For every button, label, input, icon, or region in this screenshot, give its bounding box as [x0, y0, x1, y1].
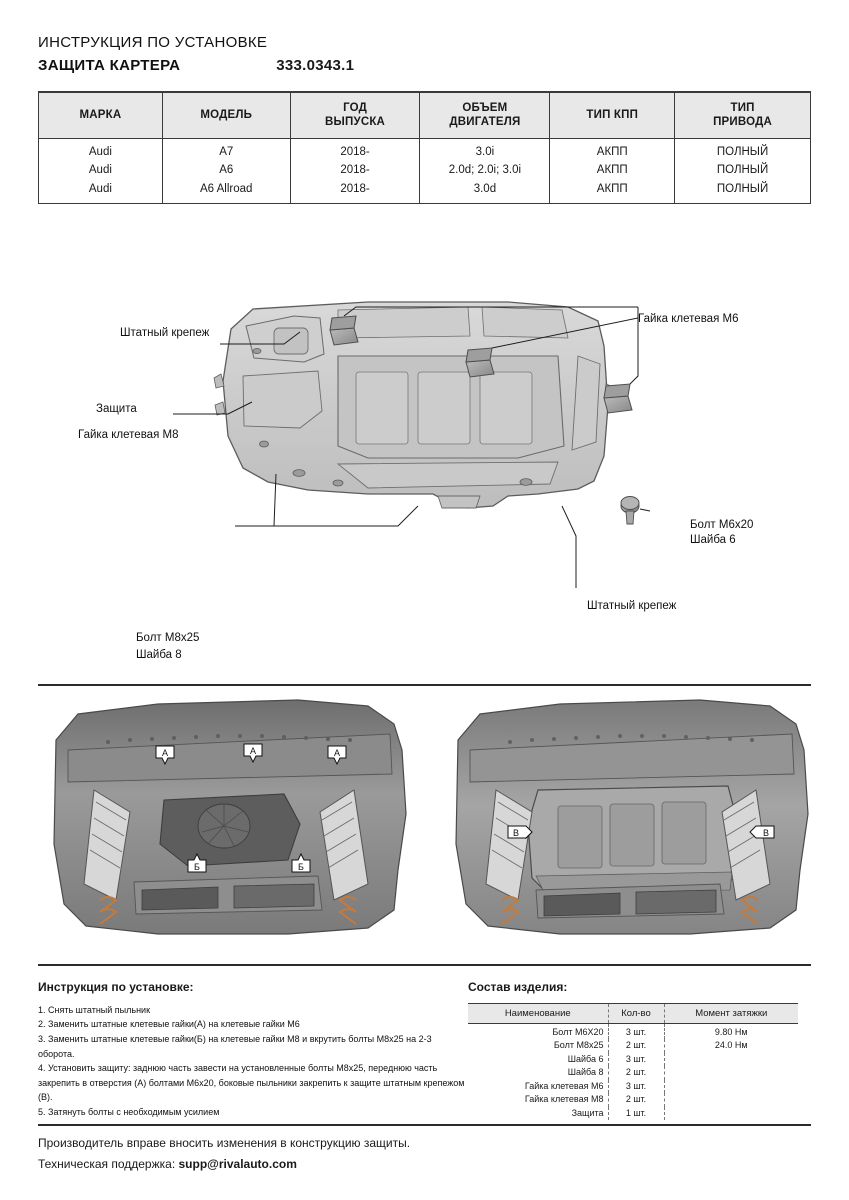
label-protection: Защита [96, 402, 137, 415]
footer-support [38, 1153, 811, 1174]
part-torque [664, 1053, 798, 1067]
cell-drive: ПОЛНЫЙ [675, 161, 811, 180]
parts-row [468, 1023, 798, 1039]
header-subtitle-row [38, 57, 811, 74]
cell-model: A6 [162, 161, 290, 180]
column-header-model: МОДЕЛЬ [162, 92, 290, 138]
label-standard-fastener-bottom: Штатный крепеж [587, 599, 677, 612]
cell-model: A6 Allroad [162, 180, 290, 203]
label-clinch-nut-m8: Гайка клетевая M8 [78, 428, 179, 441]
cell-year: 2018- [290, 161, 420, 180]
part-qty: 2 шт. [608, 1039, 664, 1053]
cell-year: 2018- [290, 138, 420, 161]
skid-plate-body [214, 302, 616, 508]
clinch-nut-m6-part [330, 316, 358, 345]
part-torque [664, 1080, 798, 1094]
specification-table [38, 91, 811, 204]
cell-brand: Audi [39, 138, 163, 161]
specification-table-wrapper [38, 91, 811, 204]
part-qty: 2 шт. [608, 1093, 664, 1107]
document-header [38, 0, 811, 74]
installation-instructions-block [38, 980, 468, 1121]
page-title: ИНСТРУКЦИЯ ПО УСТАНОВКЕ [38, 34, 268, 51]
label-clinch-nut-m6: Гайка клетевая M6 [638, 312, 739, 325]
column-header-year: ГОД ВЫПУСКА [290, 92, 420, 138]
part-name: Болт M8x25 [553, 1040, 604, 1051]
svg-text:A: A [249, 745, 257, 756]
label-bolt-m6x20: Болт M6x20 [690, 518, 754, 531]
cell-model: A7 [162, 138, 290, 161]
svg-text:A: A [333, 747, 341, 758]
label-washer-6: Шайба 6 [690, 533, 736, 546]
part-name: Гайка клетевая M8 [524, 1094, 604, 1105]
part-qty: 1 шт. [608, 1107, 664, 1121]
product-name: ЗАЩИТА КАРТЕРА [38, 57, 181, 74]
part-qty: 3 шт. [608, 1023, 664, 1039]
part-qty: 3 шт. [608, 1080, 664, 1094]
divider-bottom [38, 964, 811, 966]
instruction-step: 4. Установить защиту: заднюю часть завести на установленные болты M8x25, переднюю часть закрепить в отверстия (А) болтами M6x20, боковые пыльники закрепить к защите штатным крепежом (В). [38, 1063, 465, 1103]
cell-drive: ПОЛНЫЙ [675, 138, 811, 161]
parts-row [468, 1107, 798, 1121]
parts-column-name: Наименование [468, 1003, 608, 1023]
photo-pair [38, 694, 811, 954]
column-header-engine: ОБЪЕМ ДВИГАТЕЛЯ [420, 92, 550, 138]
part-qty: 2 шт. [608, 1066, 664, 1080]
cell-engine: 2.0d; 2.0i; 3.0i [420, 161, 550, 180]
part-name: Защита [571, 1107, 604, 1118]
footer-disclaimer: Производитель вправе вносить изменения в конструкцию защиты. [38, 1136, 411, 1150]
parts-row [468, 1080, 798, 1094]
svg-text:В: В [512, 827, 520, 838]
label-washer-8: Шайба 8 [136, 648, 182, 661]
parts-row [468, 1039, 798, 1053]
instruction-step: 3. Заменить штатные клетевые гайки(Б) на клетевые гайки M8 и вкрутить болты M8x25 на 2-3 оборота. [38, 1033, 432, 1059]
label-standard-fastener-top: Штатный крепеж [120, 326, 210, 339]
clinch-nut-m6-part [466, 348, 494, 377]
instructions-title: Инструкция по установке: [38, 979, 194, 994]
parts-row [468, 1066, 798, 1080]
instruction-step: 2. Заменить штатные клетевые гайки(А) на клетевые гайки M6 [38, 1019, 300, 1030]
callout-v-right [750, 826, 774, 838]
cell-transmission: АКПП [550, 161, 675, 180]
cell-transmission: АКПП [550, 138, 675, 161]
table-row [39, 180, 811, 203]
cell-engine: 3.0i [420, 138, 550, 161]
part-torque [664, 1066, 798, 1080]
table-row [39, 161, 811, 180]
instruction-step: 5. Затянуть болты с необходимым усилием [38, 1106, 220, 1117]
part-torque [664, 1093, 798, 1107]
part-torque: 24.0 Нм [664, 1039, 798, 1053]
exploded-diagram [38, 206, 811, 661]
parts-column-torque: Момент затяжки [664, 1003, 798, 1023]
table-header-row [39, 92, 811, 138]
column-header-drive: ТИП ПРИВОДА [675, 92, 811, 138]
instruction-step: 1. Снять штатный пыльник [38, 1004, 151, 1015]
parts-list-block [468, 980, 811, 1121]
part-name: Шайба 6 [567, 1053, 604, 1064]
parts-title: Состав изделия: [468, 979, 568, 994]
divider-top [38, 684, 811, 686]
cell-drive: ПОЛНЫЙ [675, 180, 811, 203]
part-name: Шайба 8 [567, 1067, 604, 1078]
footer-support-label: Техническая поддержка: [38, 1157, 179, 1172]
svg-text:В: В [762, 827, 770, 838]
product-code: 333.0343.1 [276, 57, 355, 74]
svg-text:A: A [161, 747, 169, 758]
column-header-transmission: ТИП КПП [550, 92, 675, 138]
parts-header-row [468, 1003, 798, 1023]
label-bolt-m8x25: Болт M8x25 [136, 631, 200, 644]
photo-after-installation [456, 700, 808, 934]
column-header-brand: МАРКА [39, 92, 163, 138]
part-torque: 9.80 Нм [664, 1023, 798, 1039]
cell-brand: Audi [39, 180, 163, 203]
bottom-section [38, 980, 811, 1121]
support-email[interactable]: supp@rivalauto.com [178, 1157, 297, 1172]
bolt-m6x20-part [621, 496, 639, 524]
cell-brand: Audi [39, 161, 163, 180]
parts-table [468, 1003, 798, 1121]
photo-before-installation [54, 700, 406, 934]
installation-photos [38, 694, 811, 954]
instructions-list [38, 1003, 468, 1120]
cell-engine: 3.0d [420, 180, 550, 203]
table-row [39, 138, 811, 161]
part-name: Болт M6X20 [552, 1026, 604, 1037]
cell-year: 2018- [290, 180, 420, 203]
svg-text:Б: Б [194, 861, 200, 872]
parts-column-qty: Кол-во [608, 1003, 664, 1023]
clinch-nut-m6-part [604, 384, 632, 413]
document-footer [38, 1124, 811, 1174]
callout-v-left [508, 826, 532, 838]
part-qty: 3 шт. [608, 1053, 664, 1067]
part-torque [664, 1107, 798, 1121]
parts-row [468, 1093, 798, 1107]
parts-row [468, 1053, 798, 1067]
part-name: Гайка клетевая M6 [524, 1080, 604, 1091]
cell-transmission: АКПП [550, 180, 675, 203]
svg-text:Б: Б [298, 861, 304, 872]
